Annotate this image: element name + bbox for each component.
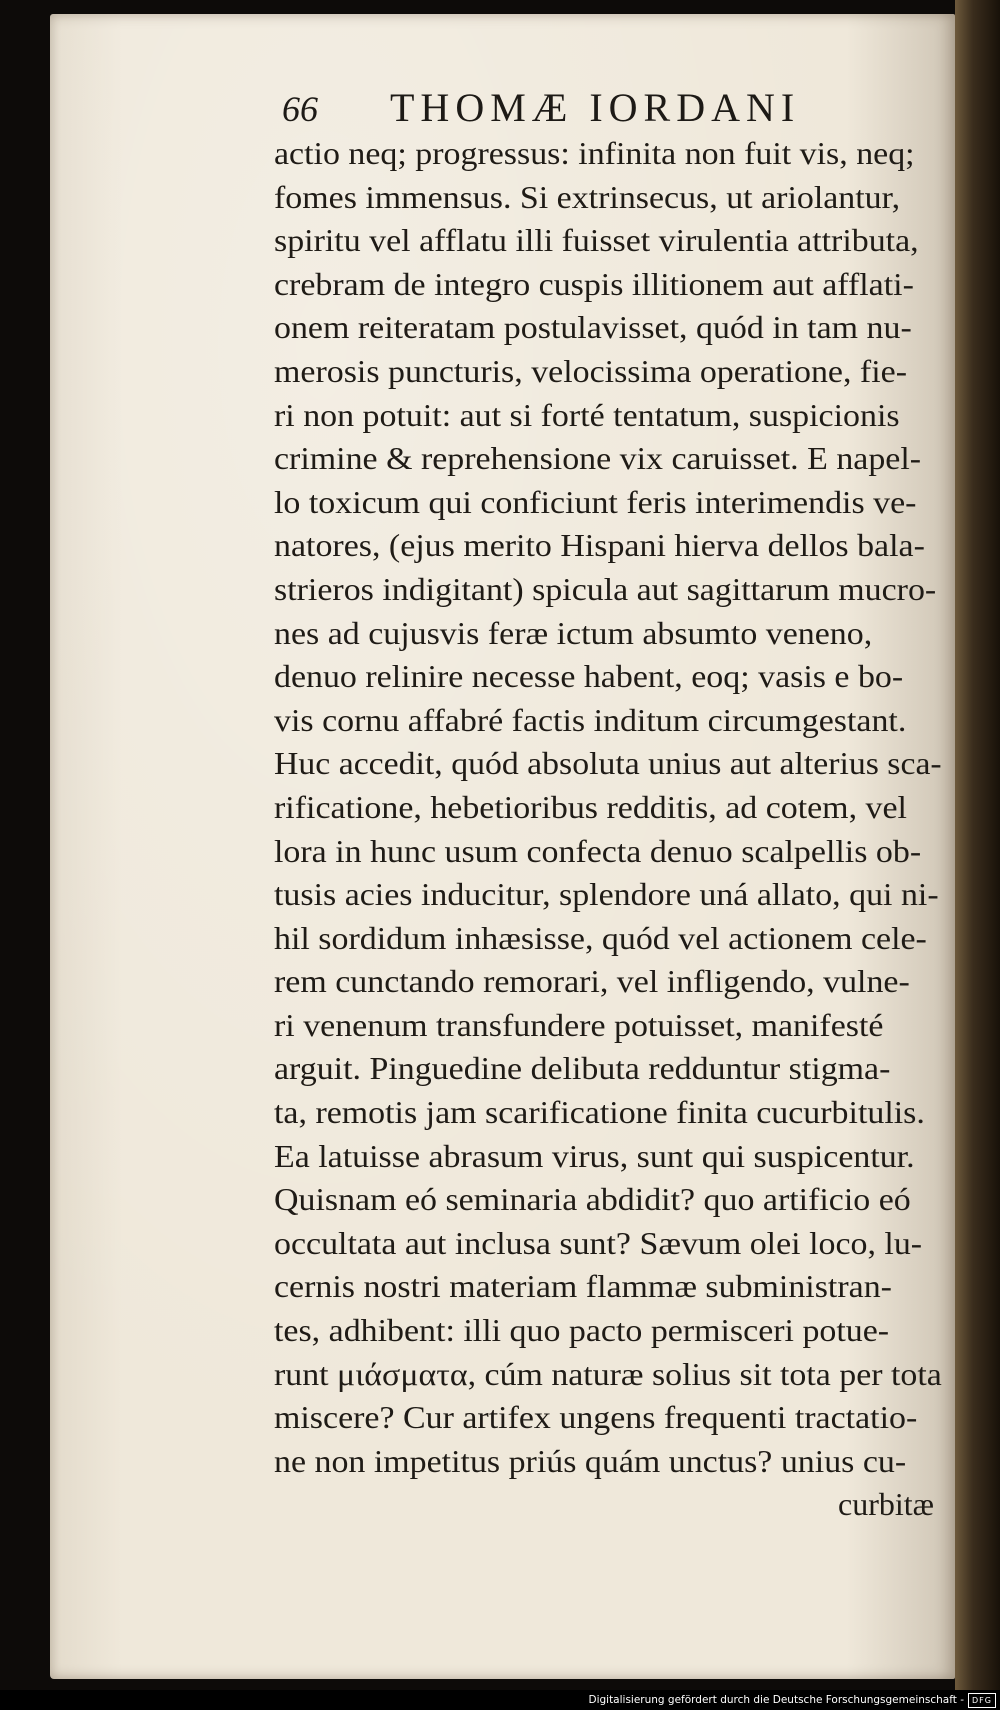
text-line: ri non potuit: aut si forté tentatum, suspicionis (274, 396, 900, 433)
catchword: curbitæ (838, 1486, 934, 1523)
text-line: merosis puncturis, velocissima operatione, fie- (274, 352, 908, 389)
text-line: runt μιάσματα, cúm naturæ solius sit tota per tota (274, 1355, 942, 1392)
text-line: crimine & reprehensione vix caruisset. E napel- (274, 440, 922, 477)
running-head: THOMÆ IORDANI (390, 85, 801, 130)
text-line: ri venenum transfundere potuisset, manifesté (274, 1006, 884, 1043)
text-line: Huc accedit, quód absoluta unius aut alterius sca- (274, 745, 942, 782)
dfg-logo-icon: DFG (968, 1693, 996, 1708)
text-line: hil sordidum inhæsisse, quód vel actionem cele- (274, 919, 927, 956)
text-line: rificatione, hebetioribus redditis, ad cotem, vel (274, 788, 907, 825)
text-line: onem reiteratam postulavisset, quód in tam nu- (274, 309, 912, 346)
text-line: denuo relinire necesse habent, eoq; vasis e bo- (274, 658, 904, 695)
text-line: Ea latuisse abrasum virus, sunt qui suspicentur. (274, 1137, 915, 1174)
text-line: lora in hunc usum confecta denuo scalpellis ob- (274, 832, 922, 869)
text-line: natores, (ejus merito Hispani hierva dellos bala- (274, 527, 925, 564)
text-line: strieros indigitant) spicula aut sagittarum mucro- (274, 570, 937, 607)
text-line: arguit. Pinguedine delibuta redduntur stigma- (274, 1050, 891, 1087)
page-header (282, 84, 882, 134)
text-line: vis cornu affabré factis inditum circumgestant. (274, 701, 907, 738)
body-text (274, 132, 974, 1527)
text-line: rem cunctando remorari, vel infligendo, vulne- (274, 963, 910, 1000)
text-line: spiritu vel afflatu illi fuisset virulentia attributa, (274, 222, 919, 259)
text-line: cernis nostri materiam flammæ subministran- (274, 1268, 892, 1305)
text-line: ta, remotis jam scarificatione finita cucurbitulis. (274, 1094, 925, 1131)
text-line: ne non impetitus priús quám unctus? unius cu- (274, 1442, 907, 1479)
text-line: tusis acies inducitur, splendore uná allato, qui ni- (274, 876, 939, 913)
text-line: Quisnam eó seminaria abdidit? quo artificio eó (274, 1181, 911, 1218)
funding-credit: Digitalisierung gefördert durch die Deutsche Forschungsgemeinschaft - (588, 1694, 964, 1706)
text-line: actio neq; progressus: infinita non fuit vis, neq; (274, 135, 915, 171)
text-line: nes ad cujusvis feræ ictum absumto veneno, (274, 614, 873, 651)
text-line: lo toxicum qui conficiunt feris interimendis ve- (274, 483, 917, 520)
text-line: crebram de integro cuspis illitionem aut afflati- (274, 265, 914, 302)
text-line: miscere? Cur artifex ungens frequenti tractatio- (274, 1399, 918, 1436)
text-line: occultata aut inclusa sunt? Sævum olei loco, lu- (274, 1224, 923, 1261)
text-line: tes, adhibent: illi quo pacto permisceri potue- (274, 1312, 890, 1349)
text-line: fomes immensus. Si extrinsecus, ut ariolantur, (274, 178, 901, 215)
page-number: 66 (282, 89, 318, 129)
